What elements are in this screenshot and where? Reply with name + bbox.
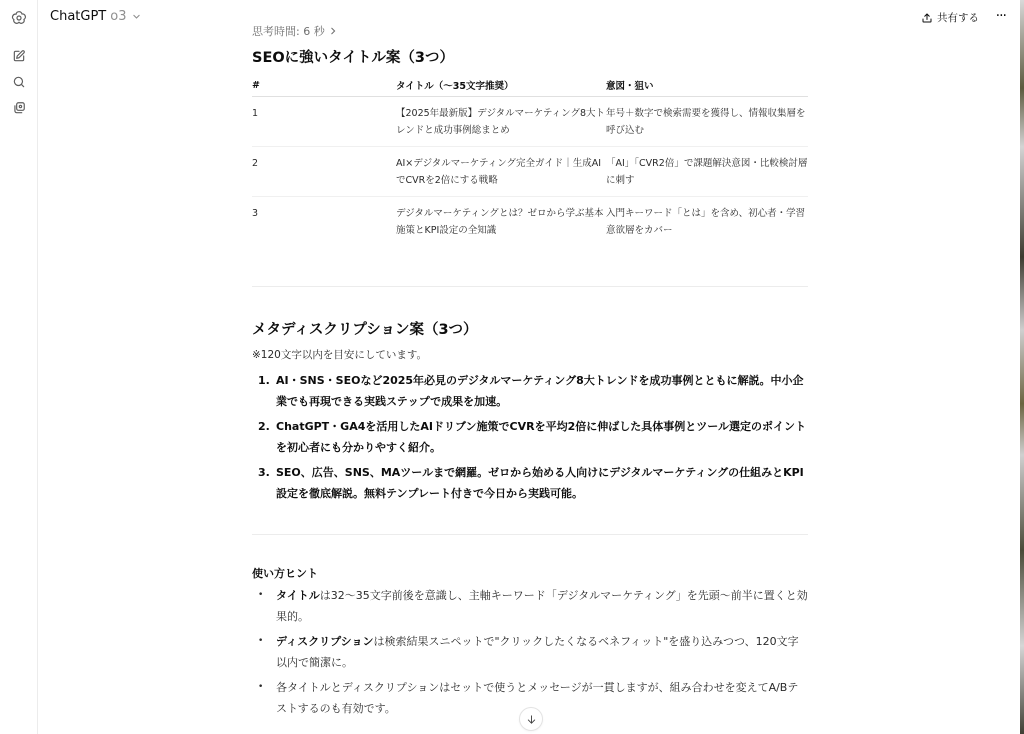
hint-keyword: ディスクリプション [276,635,374,648]
bullet-icon: • [258,636,264,646]
section-divider [252,286,808,287]
titles-heading: SEOに強いタイトル案（3つ） [252,50,454,66]
column-header-intent: 意図・狙い [606,81,654,92]
titles-table [252,74,808,247]
table-row [252,97,808,147]
model-version: o3 [110,9,127,24]
column-header-num: # [252,79,260,91]
row-title: AI×デジタルマーケティング完全ガイド｜生成AIでCVRを2倍にする戦略 [396,158,602,186]
table-row [252,197,808,247]
table-header [252,74,808,97]
hints-list [252,585,808,723]
scroll-to-bottom-button[interactable] [519,707,543,731]
list-item [252,462,808,504]
row-title: デジタルマーケティングとは？ゼロから学ぶ基本施策とKPI設定の全知識 [396,208,604,236]
list-item-number: 3. [258,466,270,479]
list-item-number: 2. [258,420,270,433]
new-chat-icon[interactable] [10,47,28,65]
list-item [252,416,808,458]
share-icon [921,12,933,24]
descriptions-heading: メタディスクリプション案（3つ） [252,322,478,338]
thinking-time-label: 思考時間: 6 秒 [252,25,325,38]
search-icon[interactable] [10,73,28,91]
row-intent: 「AI」「CVR2倍」で課題解決意図・比較検討層に刺す [606,158,808,186]
row-num: 1 [252,108,259,119]
column-header-title: タイトル（〜35文字推奨） [396,81,514,92]
bullet-icon: • [258,590,264,600]
more-options-button[interactable]: ··· [995,8,1006,24]
hint-text: は検索結果スニペットで"クリックしたくなるベネフィット"を盛り込みつつ、120文字以内で簡潔に。 [276,635,799,669]
hints-heading: 使い方ヒント [252,567,318,580]
hint-keyword: タイトル [276,589,320,602]
list-item [252,631,808,673]
row-num: 3 [252,208,259,219]
hint-text: 各タイトルとディスクリプションはセットで使うとメッセージが一貫しますが、組み合わせを変えてA/Bテストするのも有効です。 [276,681,799,715]
hint-text: は32〜35文字前後を意識し、主軸キーワード「デジタルマーケティング」を先頭〜前半に置くと効果的。 [276,589,808,623]
thinking-time-toggle[interactable] [252,23,337,39]
list-item [252,585,808,627]
row-title: 【2025年最新版】デジタルマーケティング8大トレンドと成功事例総まとめ [396,108,606,136]
row-intent: 年号＋数字で検索需要を獲得し、情報収集層を呼び込む [606,108,806,136]
descriptions-note: ※120文字以内を目安にしています。 [252,349,427,361]
arrow-down-icon [526,714,537,725]
model-switcher[interactable] [50,9,141,24]
sidebar-rail [0,0,38,734]
bullet-icon: • [258,682,264,692]
row-num: 2 [252,158,259,169]
descriptions-list [252,370,808,508]
openai-logo-icon[interactable] [10,9,28,27]
chevron-right-icon [329,27,337,35]
desktop-edge [1020,0,1024,734]
chevron-down-icon [132,12,141,21]
library-icon[interactable] [10,99,28,117]
top-bar [38,0,1020,38]
list-item-text: ChatGPT・GA4を活用したAIドリブン施策でCVRを平均2倍に伸ばした具体事例とツール選定のポイントを初心者にも分かりやすく紹介。 [276,420,807,454]
list-item [252,370,808,412]
list-item-number: 1. [258,374,270,387]
list-item-text: AI・SNS・SEOなど2025年必見のデジタルマーケティング8大トレンドを成功事例とともに解説。中小企業でも再現できる実践ステップで成果を加速。 [276,374,804,408]
list-item-text: SEO、広告、SNS、MAツールまで網羅。ゼロから始める人向けにデジタルマーケティングの仕組みとKPI設定を徹底解説。無料テンプレート付きで今日から実践可能。 [276,466,804,500]
table-row [252,147,808,197]
share-label: 共有する [937,12,979,24]
model-name: ChatGPT [50,9,107,24]
section-divider [252,534,808,535]
row-intent: 入門キーワード「とは」を含め、初心者・学習意欲層をカバー [606,208,806,236]
share-button[interactable] [921,10,979,25]
